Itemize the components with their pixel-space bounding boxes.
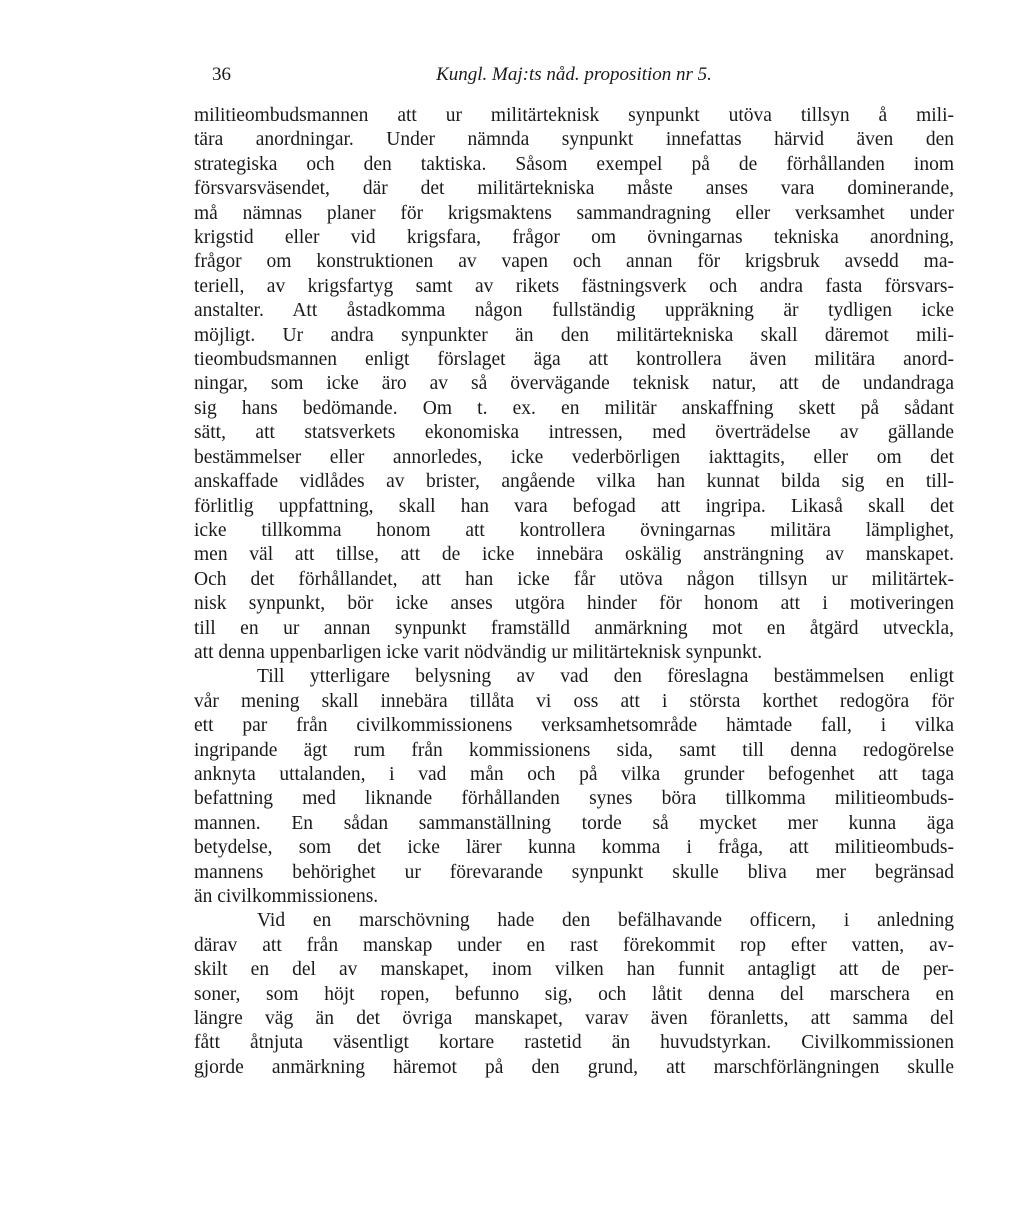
text-line: må nämnas planer för krigsmaktens sammandragning eller verksamhet under	[194, 202, 954, 224]
text-line: ningar, som icke äro av så övervägande teknisk natur, att de undandraga	[194, 373, 954, 395]
page-number: 36	[212, 64, 231, 85]
text-line: ingripande ägt rum från kommissionens sida, samt till denna redogörelse	[194, 739, 954, 761]
text-line: gjorde anmärkning häremot på den grund, att marschförlängningen skulle	[194, 1056, 954, 1078]
text-line: längre väg än det övriga manskapet, varav även föranletts, att samma del	[194, 1008, 954, 1030]
text-line: nisk synpunkt, bör icke anses utgöra hinder för honom att i motiveringen	[194, 593, 954, 615]
text-line: vår mening skall innebära tillåta vi oss att i största korthet redogöra för	[194, 690, 954, 712]
text-line: anskaffade vidlådes av brister, angående vilka han kunnat bilda sig en till-	[194, 471, 954, 493]
text-line: mannen. En sådan sammanställning torde så mycket mer kunna äga	[194, 812, 954, 834]
text-line: ett par från civilkommissionens verksamhetsområde hämtade fall, i vilka	[194, 715, 954, 737]
text-line: Och det förhållandet, att han icke får utöva någon tillsyn ur militärtek-	[194, 568, 954, 590]
text-line: anknyta uttalanden, i vad mån och på vilka grunder befogenhet att taga	[194, 763, 954, 785]
text-line: möjligt. Ur andra synpunkter än den militärtekniska skall däremot mili-	[194, 324, 954, 346]
text-line: mannens behörighet ur förevarande synpunkt skulle bliva mer begränsad	[194, 861, 954, 883]
text-line: betydelse, som det icke lärer kunna komma i fråga, att militieombuds-	[194, 837, 954, 859]
text-line: tieombudsmannen enligt förslaget äga att kontrollera även militära anord-	[194, 349, 954, 371]
text-line: men väl att tillse, att de icke innebära oskälig ansträngning av manskapet.	[194, 544, 954, 566]
text-line: teriell, av krigsfartyg samt av rikets fästningsverk och andra fasta försvars-	[194, 275, 954, 297]
text-line: försvarsväsendet, där det militärtekniska måste anses vara dominerande,	[194, 178, 954, 200]
text-line: anstalter. Att åstadkomma någon fullständig uppräkning är tydligen icke	[194, 300, 954, 322]
text-line: fått åtnjuta väsentligt kortare rastetid än huvudstyrkan. Civilkommissionen	[194, 1032, 954, 1054]
text-line: Vid en marschövning hade den befälhavande officern, i anledning	[257, 910, 954, 932]
text-line: skilt en del av manskapet, inom vilken han funnit antagligt att de per-	[194, 959, 954, 981]
text-line: befattning med liknande förhållanden synes böra tillkomma militieombuds-	[194, 788, 954, 810]
text-line: sätt, att statsverkets ekonomiska intressen, med överträdelse av gällande	[194, 422, 954, 444]
text-line: därav att från manskap under en rast förekommit rop efter vatten, av-	[194, 934, 954, 956]
paragraph	[194, 909, 954, 1080]
text-line: att denna uppenbarligen icke varit nödvändig ur militärteknisk synpunkt.	[194, 641, 763, 663]
running-head: Kungl. Maj:ts nåd. proposition nr 5.	[436, 64, 712, 85]
text-line: icke tillkomma honom att kontrollera övningarnas militära lämplighet,	[194, 519, 954, 541]
text-line: frågor om konstruktionen av vapen och annan för krigsbruk avsedd ma-	[194, 251, 954, 273]
paragraph	[194, 104, 954, 665]
text-line: tära anordningar. Under nämnda synpunkt innefattas härvid även den	[194, 129, 954, 151]
text-line: strategiska och den taktiska. Såsom exempel på de förhållanden inom	[194, 153, 954, 175]
text-line: än civilkommissionens.	[194, 886, 379, 907]
page-header	[194, 64, 954, 90]
text-line: Till ytterligare belysning av vad den föreslagna bestämmelsen enligt	[257, 666, 954, 688]
text-line: soner, som höjt ropen, befunno sig, och låtit denna del marschera en	[194, 983, 954, 1005]
text-line: till en ur annan synpunkt framställd anmärkning mot en åtgärd utveckla,	[194, 617, 954, 639]
body-text	[194, 104, 954, 1080]
text-line: krigstid eller vid krigsfara, frågor om övningarnas tekniska anordning,	[194, 227, 954, 249]
paragraph	[194, 665, 954, 909]
text-line: militieombudsmannen att ur militärteknisk synpunkt utöva tillsyn å mili-	[194, 105, 954, 126]
text-line: bestämmelser eller annorledes, icke vederbörligen iakttagits, eller om det	[194, 446, 954, 468]
text-line: sig hans bedömande. Om t. ex. en militär anskaffning skett på sådant	[194, 397, 954, 419]
text-line: förlitlig uppfattning, skall han vara befogad att ingripa. Likaså skall det	[194, 495, 954, 517]
